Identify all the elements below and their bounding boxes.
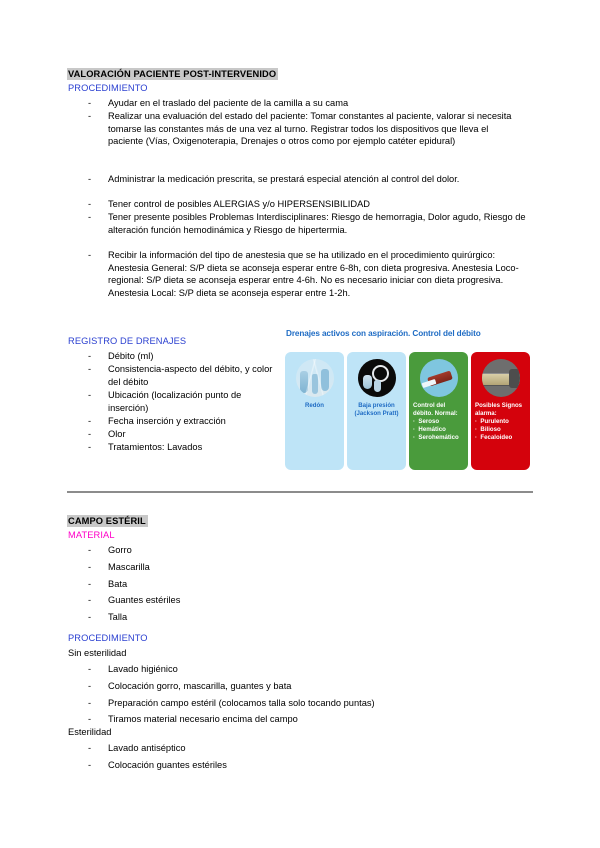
list-item-text: Consistencia-aspecto del débito, y color del débito: [108, 364, 273, 387]
section-title-valoracion-text: VALORACIÓN PACIENTE POST-INTERVENIDO: [68, 69, 277, 79]
redon-bottles-photo: [296, 359, 334, 397]
list-item-text: Lavado higiénico: [108, 664, 178, 674]
subhead-registro-drenajes: REGISTRO DE DRENAJES: [68, 336, 187, 346]
bullet-dash: -: [88, 416, 92, 426]
list-item: [88, 663, 418, 676]
bullet-dash: -: [88, 174, 92, 184]
section-title-campo-esteril-text: CAMPO ESTÉRIL: [68, 516, 146, 526]
section-title-campo-esteril: [67, 516, 148, 526]
bullet-dash: -: [88, 698, 92, 708]
list-item: [88, 173, 508, 186]
group-label-esterilidad: Esterilidad: [68, 727, 112, 737]
list-item-text: Tener presente posibles Problemas Interdisciplinares: Riesgo de hemorragia, Dolor agudo, Riesgo de alteración función hemodinámica y Riesgo de hipertermia.: [108, 212, 526, 235]
bullet-dash: -: [88, 111, 92, 121]
bullet-dash: -: [88, 429, 92, 439]
bullet-dash: -: [88, 199, 92, 209]
bullet-dash: -: [88, 562, 92, 572]
drainage-card-item: · Seroso: [413, 418, 466, 426]
list-item-text: Tratamientos: Lavados: [108, 442, 203, 452]
list-item: [88, 428, 278, 441]
drainage-card-item: · Bilioso: [475, 426, 528, 434]
list-item: [88, 249, 530, 299]
list-item: [88, 110, 516, 148]
bullet-dash: -: [88, 595, 92, 605]
drainage-card-label: Posibles Signos alarma:: [475, 402, 523, 417]
bullet-dash: -: [88, 612, 92, 622]
list-item-text: Colocación guantes estériles: [108, 760, 227, 770]
drainage-card-list: [285, 352, 533, 470]
section-divider: [67, 491, 533, 493]
bullet-dash: -: [88, 579, 92, 589]
drainage-panel-title: Drenajes activos con aspiración. Control del débito: [286, 329, 481, 338]
list-item-text: Fecha inserción y extracción: [108, 416, 226, 426]
list-item-text: Realizar una evaluación del estado del paciente: Tomar constantes al paciente, valorar si necesita tomarse las constantes más de una vez al turno. Registrar todos los dispositivos que lleva el paciente (Vías, Oxigenoterapia, Drenajes o otros como por ejemplo catéter epidural): [108, 111, 512, 147]
bullet-dash: -: [88, 250, 92, 260]
list-item-text: Lavado antiséptico: [108, 743, 186, 753]
list-item: [88, 363, 273, 388]
drainage-card-label: Control del débito. Normal:: [413, 402, 458, 417]
list-item: [88, 389, 273, 414]
bullet-dash: -: [88, 351, 92, 361]
bullet-dash: -: [88, 760, 92, 770]
list-item: [88, 680, 418, 693]
drainage-card-item: · Purulento: [475, 418, 528, 426]
drainage-card-signos-alarma: [471, 352, 530, 470]
bullet-dash: -: [88, 545, 92, 555]
list-item: [88, 97, 518, 110]
drainage-card-baja-presion: [347, 352, 406, 470]
bullet-dash: -: [88, 743, 92, 753]
jackson-pratt-drain-photo: [358, 359, 396, 397]
list-item: [88, 578, 288, 591]
bullet-dash: -: [88, 442, 92, 452]
list-item: [88, 697, 458, 710]
list-item-text: Débito (ml): [108, 351, 154, 361]
bullet-dash: -: [88, 714, 92, 724]
list-item: [88, 759, 388, 772]
list-item: [88, 415, 283, 428]
list-item-text: Gorro: [108, 545, 132, 555]
list-item: [88, 594, 288, 607]
drainage-card-item: · Hemático: [413, 426, 466, 434]
drainage-card-label: Redón: [305, 402, 324, 409]
bullet-dash: -: [88, 664, 92, 674]
bullet-dash: -: [88, 212, 92, 222]
list-item-text: Guantes estériles: [108, 595, 181, 605]
list-item-text: Mascarilla: [108, 562, 150, 572]
list-item-text: Bata: [108, 579, 128, 589]
group-label-sin-esterilidad: Sin esterilidad: [68, 648, 127, 658]
drainage-card-item: · Fecaloideo: [475, 434, 528, 442]
drainage-panel: [278, 326, 536, 474]
list-item: [88, 742, 388, 755]
bullet-dash: -: [88, 364, 92, 374]
list-item-text: Ayudar en el traslado del paciente de la camilla a su cama: [108, 98, 349, 108]
subhead-procedimiento-1: PROCEDIMIENTO: [68, 83, 148, 93]
drainage-card-control-debito: [409, 352, 468, 470]
list-item-text: Administrar la medicación prescrita, se prestará especial atención al control del dolor.: [108, 174, 460, 184]
list-item: [88, 350, 278, 363]
section-title-valoracion: [67, 69, 278, 79]
bullet-dash: -: [88, 390, 92, 400]
drainage-card-label: Baja presión (Jackson Pratt): [354, 402, 399, 417]
list-item: [88, 198, 518, 211]
list-item: [88, 544, 288, 557]
list-item-text: Talla: [108, 612, 128, 622]
list-item: [88, 713, 428, 726]
list-item: [88, 441, 278, 454]
drainage-card-items: [413, 418, 466, 443]
subhead-procedimiento-2: PROCEDIMIENTO: [68, 633, 148, 643]
drainage-card-redon: [285, 352, 344, 470]
subhead-material: MATERIAL: [68, 530, 115, 540]
list-item-text: Tener control de posibles ALERGIAS y/o HIPERSENSIBILIDAD: [108, 199, 370, 209]
list-item-text: Ubicación (localización punto de inserción): [108, 390, 242, 413]
list-item-text: Tiramos material necesario encima del campo: [108, 714, 298, 724]
bullet-dash: -: [88, 98, 92, 108]
debito-sample-photo: [420, 359, 458, 397]
list-item: [88, 211, 528, 236]
alarm-drain-tube-photo: [482, 359, 520, 397]
list-item-text: Recibir la información del tipo de anestesia que se ha utilizado en el procedimiento quirúrgico: Anestesia General: S/P dieta se aconseja esperar entre 6-8h, con dieta progresiva. Anestesia Loco-regional: S/P dieta se aconseja esperar entre 4-6h. No es necesario iniciar con dieta progresiva. Anestesia Local: S/P dieta se aconseja esperar entre 1-2h.: [108, 250, 519, 298]
drainage-card-items: [475, 418, 528, 443]
drainage-card-item: · Serohemático: [413, 434, 466, 442]
list-item-text: Colocación gorro, mascarilla, guantes y bata: [108, 681, 292, 691]
list-item-text: Preparación campo estéril (colocamos talla solo tocando puntas): [108, 698, 375, 708]
list-item: [88, 561, 288, 574]
list-item-text: Olor: [108, 429, 126, 439]
list-item: [88, 611, 288, 624]
bullet-dash: -: [88, 681, 92, 691]
